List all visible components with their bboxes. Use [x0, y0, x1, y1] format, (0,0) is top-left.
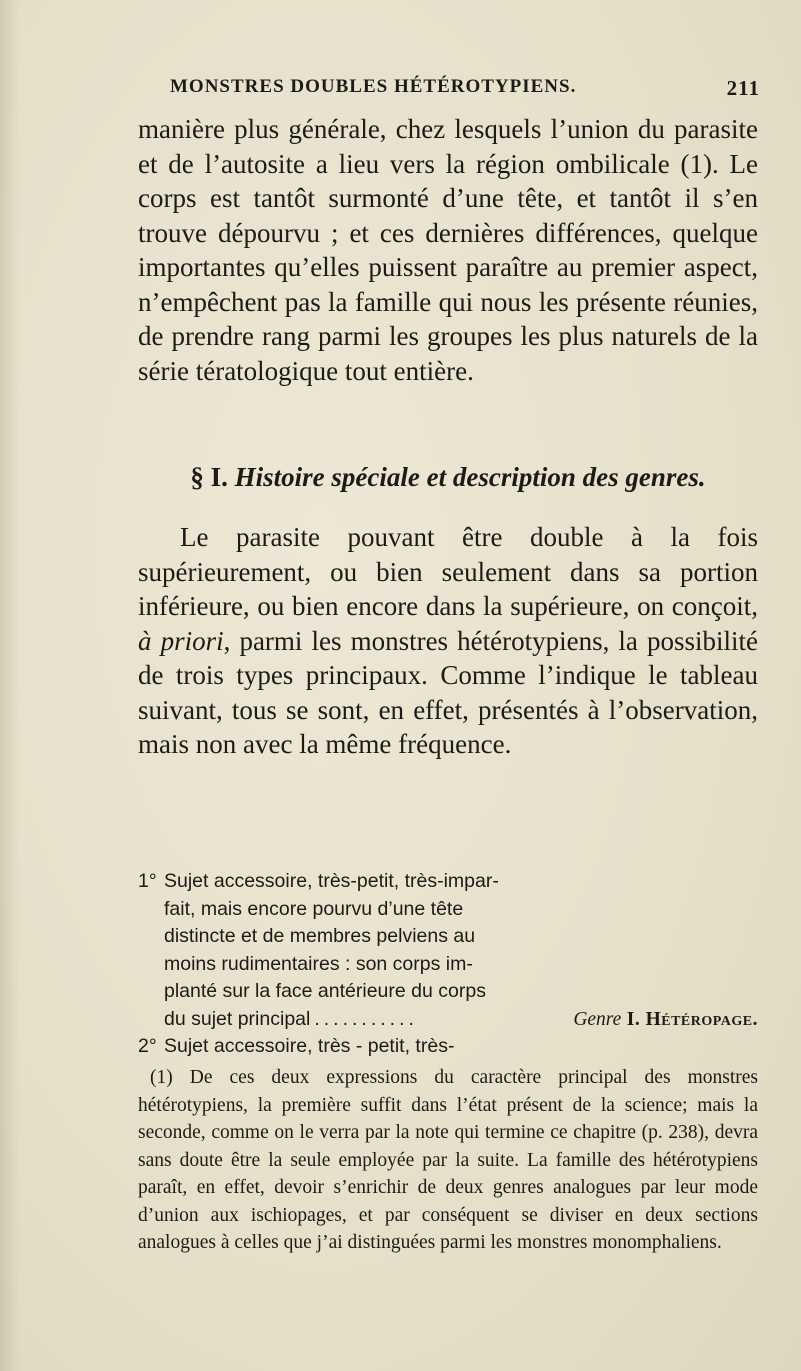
classification-table: [138, 868, 758, 1061]
table-entry-1-line-6: [138, 1006, 758, 1034]
paragraph-2: [138, 520, 758, 762]
genre-label: Genre: [573, 1008, 622, 1030]
paragraph-2-italic: à priori: [138, 625, 224, 656]
running-head: [170, 76, 760, 106]
table-entry-1-number: 1°: [138, 870, 157, 892]
genre-name: I. Hétéropage.: [626, 1008, 758, 1030]
genre-reference: [573, 1006, 758, 1034]
section-mark: § I.: [190, 462, 228, 492]
page-edge-shadow: [0, 0, 20, 1371]
section-heading: [138, 462, 758, 493]
paragraph-1: manière plus générale, chez lesquels l’union du parasite et de l’autosite a lieu vers la région ombilicale (1). Le corps est tantôt surmonté d’une tête, et tantôt il s’en trouve dépourvu ; et ces dernières différences, quelque importantes qu’elles puissent paraître au premier aspect, n’empêchent pas la famille qui nous les présente réunies, de prendre rang parmi les groupes les plus naturels de la série tératologique tout entière.: [138, 114, 758, 386]
table-entry-1-last-line: du sujet principal: [164, 1007, 311, 1030]
table-entry-1-line-2: fait, mais encore pourvu d’une tête: [164, 897, 464, 920]
table-entry-2: [138, 1033, 758, 1061]
table-entry-1-line-3: distincte et de membres pelviens au: [164, 925, 476, 947]
table-entry-2-line-1-text: Sujet accessoire, très - petit, très-: [164, 1035, 455, 1057]
running-head-title: MONSTRES DOUBLES HÉTÉROTYPIENS.: [170, 76, 577, 97]
table-entry-1-line-5: planté sur la face antérieure du corps: [164, 980, 486, 1002]
leader-dots: ...........: [314, 1007, 418, 1030]
footnote: (1) De ces deux expressions du caractère principal des monstres hétérotypiens, la première suffit dans l’état présent de la science; mais la seconde, comme on le verra par la note qui termine ce chapitre (p. 238), devra sans doute être la seule employée par la suite. La famille des hétérotypiens paraît, en effet, devoir s’enrichir de deux genres analogues par leur mode d’union aux ischiopages, et par conséquent se diviser en deux sections analogues à celles que j’ai distinguées parmi les monstres monomphaliens.: [138, 1067, 758, 1253]
page-number: 211: [726, 76, 760, 100]
table-entry-2-line-1: [138, 1033, 758, 1061]
table-entry-2-number: 2°: [138, 1035, 157, 1057]
table-entry-1: [138, 868, 758, 1033]
table-entry-1-line-1-text: Sujet accessoire, très-petit, très-impar-: [164, 870, 499, 892]
paragraph-2-text-b: , parmi les monstres hétérotypiens, la possibilité de trois types principaux. Comme l’indique le tableau suivant, tous se sont, en effet, présentés à l’observation, mais non avec la même fréquence.: [138, 625, 758, 759]
table-entry-1-line-4: moins rudimentaires : son corps im-: [164, 952, 473, 975]
paragraph-2-text-a: Le parasite pouvant être double à la fois supérieurement, ou bien seulement dans sa portion inférieure, ou bien encore dans la supérieure, on conçoit,: [138, 522, 758, 621]
section-title: Histoire spéciale et description des genres.: [234, 462, 706, 492]
table-entry-1-line-1: [138, 868, 758, 896]
